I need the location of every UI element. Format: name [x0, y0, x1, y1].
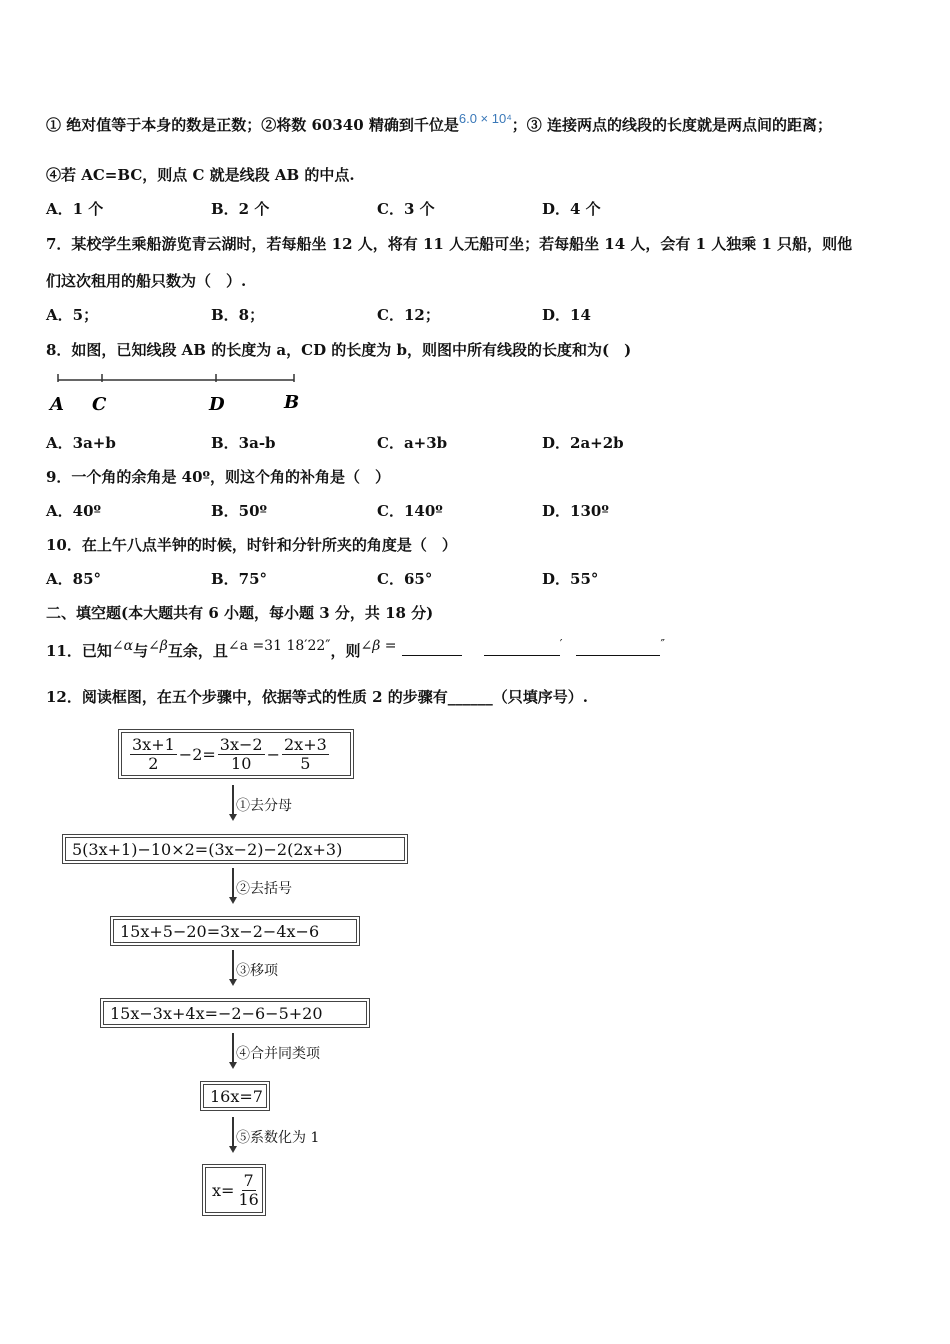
- step-5-label: ⑤系数化为 1: [236, 1130, 320, 1146]
- q6-part2: ；③ 连接两点的线段的长度就是两点间的距离；: [511, 116, 833, 134]
- equation-box-2: 5(3x+1)−10×2=(3x−2)−2(2x+3): [62, 834, 408, 864]
- q9-option-a[interactable]: A．40º: [46, 502, 102, 520]
- q6-option-a[interactable]: A．1 个: [46, 200, 104, 218]
- q11-prefix: 11．已知: [46, 642, 112, 660]
- fraction-result: $\frac{7}{16}$: [238, 1170, 259, 1209]
- segment-diagram: [46, 368, 316, 418]
- equation-box-3: 15x+5−20=3x−2−4x−6: [110, 916, 360, 946]
- arrow-2-head: [229, 897, 237, 904]
- q6-statement-line2: ④若 AC=BC，则点 C 就是线段 AB 的中点.: [46, 166, 355, 184]
- angle-alpha: ∠α: [111, 638, 134, 654]
- q8-text: 8．如图，已知线段 AB 的长度为 a，CD 的长度为 b，则图中所有线段的长度和为( ): [46, 341, 632, 359]
- q6-part1: ① 绝对值等于本身的数是正数；②将数 60340 精确到千位是: [46, 116, 459, 134]
- q6-option-b[interactable]: B．2 个: [211, 200, 270, 218]
- q6-option-d[interactable]: D．4 个: [542, 200, 601, 218]
- q9-option-c[interactable]: C．140º: [377, 502, 443, 520]
- arrow-4-head: [229, 1062, 237, 1069]
- angle-beta: ∠β: [148, 638, 168, 654]
- q8-option-d[interactable]: D．2a+2b: [542, 434, 624, 452]
- q11-mid2: 互余，且: [167, 642, 228, 660]
- point-label-d: D: [209, 394, 225, 415]
- point-label-a: A: [50, 394, 64, 415]
- arrow-3-head: [229, 979, 237, 986]
- equation-box-5: 16x=7: [200, 1081, 270, 1111]
- q8-option-c[interactable]: C．a+3b: [377, 434, 448, 452]
- arrow-2: [232, 868, 234, 898]
- q11-mid3: ，则: [330, 642, 361, 660]
- point-label-b: B: [284, 392, 300, 413]
- minus-two: −2=: [178, 744, 216, 764]
- q8-option-b[interactable]: B．3a-b: [211, 434, 276, 452]
- equation-box-1: [118, 729, 354, 779]
- equation-box-4: 15x−3x+4x=−2−6−5+20: [100, 998, 370, 1028]
- q7-option-b[interactable]: B．8；: [211, 306, 265, 324]
- fraction-c: $\frac{2x+3}{5}$: [284, 734, 327, 773]
- minute-mark: ′: [559, 637, 563, 651]
- q7-option-c[interactable]: C．12；: [377, 306, 440, 324]
- arrow-1: [232, 785, 234, 815]
- arrow-1-head: [229, 814, 237, 821]
- beta-equals: ∠β =: [360, 638, 397, 654]
- step-1-label: ①去分母: [236, 798, 292, 814]
- point-label-c: C: [92, 394, 107, 415]
- fraction-a: $\frac{3x+1}{2}$: [132, 734, 175, 773]
- q10-option-c[interactable]: C．65°: [377, 570, 433, 588]
- q10-option-d[interactable]: D．55°: [542, 570, 599, 588]
- q6-option-c[interactable]: C．3 个: [377, 200, 435, 218]
- fraction-b: $\frac{3x-2}{10}$: [219, 734, 263, 773]
- q10-text: 10．在上午八点半钟的时候，时针和分针所夹的角度是（ ）: [46, 536, 457, 554]
- x-equals: x=: [212, 1180, 235, 1200]
- arrow-3: [232, 950, 234, 980]
- second-mark: ″: [660, 637, 665, 651]
- blank-seconds[interactable]: [576, 643, 660, 656]
- q7-text-line1: 7．某校学生乘船游览青云湖时，若每船坐 12 人，将有 11 人无船可坐；若每船坐 14 人，会有 1 人独乘 1 只船，则他: [46, 235, 853, 253]
- equation-box-6: [202, 1164, 266, 1216]
- arrow-4: [232, 1033, 234, 1063]
- q7-text-line2: 们这次租用的船只数为（ ）.: [46, 272, 247, 290]
- q9-option-b[interactable]: B．50º: [211, 502, 268, 520]
- arrow-5-head: [229, 1146, 237, 1153]
- q10-option-a[interactable]: A．85°: [46, 570, 102, 588]
- arrow-5: [232, 1117, 234, 1147]
- q11-mid1: 与: [133, 642, 149, 660]
- q9-text: 9．一个角的余角是 40º，则这个角的补角是（ ）: [46, 468, 391, 486]
- given-angle: ∠a =31 18′22″: [227, 638, 331, 654]
- minus-sign: −: [266, 744, 280, 764]
- q7-option-a[interactable]: A．5；: [46, 306, 99, 324]
- q7-option-d[interactable]: D．14: [542, 306, 591, 324]
- blank-degrees[interactable]: [402, 643, 462, 656]
- sci-notation-value: 6.0 × 10⁴: [458, 111, 512, 126]
- q12-text: 12．阅读框图，在五个步骤中，依据等式的性质 2 的步骤有______（只填序号）.: [46, 688, 588, 706]
- step-3-label: ③移项: [236, 963, 278, 979]
- q6-statement-line1: [46, 111, 833, 135]
- step-4-label: ④合并同类项: [236, 1046, 320, 1062]
- q10-option-b[interactable]: B．75°: [211, 570, 268, 588]
- step-2-label: ②去括号: [236, 881, 292, 897]
- section-heading: 二、填空题(本大题共有 6 小题，每小题 3 分，共 18 分): [46, 604, 434, 622]
- q11-text: [46, 637, 665, 661]
- blank-minutes[interactable]: [484, 643, 560, 656]
- q9-option-d[interactable]: D．130º: [542, 502, 609, 520]
- q8-option-a[interactable]: A．3a+b: [46, 434, 116, 452]
